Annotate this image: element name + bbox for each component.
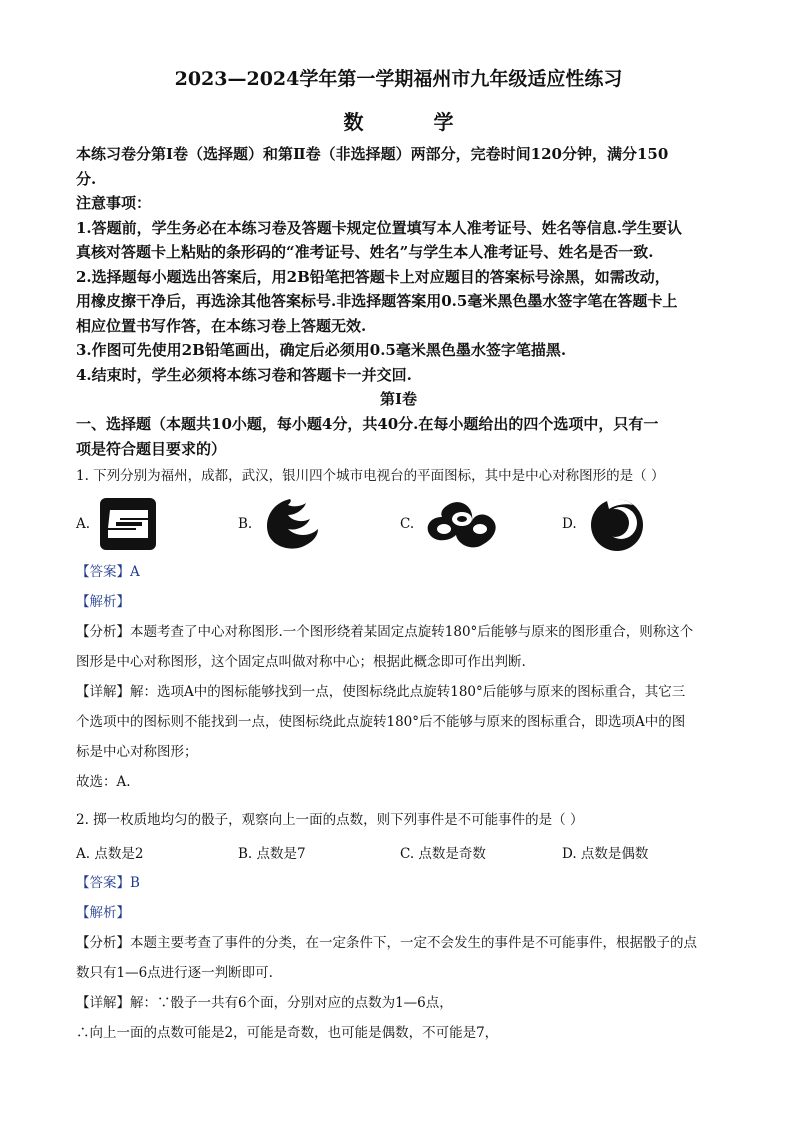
notice-item-3: 3.作图可先使用2B铅笔画出，确定后必须用0.5毫米黑色墨水签字笔描黑. <box>76 341 567 359</box>
option-b <box>238 494 320 554</box>
question-2-solution <box>76 868 721 1048</box>
analysis-text: 【分析】本题考查了中心对称图形.一个图形绕着某固定点旋转180°后能够与原来的图形重合，则称这个 <box>76 624 694 640</box>
intro-line: 本练习卷分第Ⅰ卷（选择题）和第Ⅱ卷（非选择题）两部分，完卷时间120分钟，满分150 <box>76 145 669 163</box>
conclusion-text: 故选：A. <box>76 774 131 790</box>
notice-item-2: 2.选择题每小题选出答案后，用2B铅笔把答题卡上对应题目的答案标号涂黑，如需改动， <box>76 267 670 286</box>
detail-text: 个选项中的图标则不能找到一点，使图标绕此点旋转180°后不能够与原来的图标重合，即选项A中的图 <box>76 714 686 730</box>
chengdu-tv-logo-icon <box>260 495 320 553</box>
option-a <box>76 494 158 554</box>
option-c: C. 点数是奇数 <box>400 846 486 862</box>
section-heading <box>76 412 721 461</box>
option-label: C. <box>400 516 415 532</box>
question-2-stem: 2. 掷一枚质地均匀的骰子，观察向上一面的点数，则下列事件是不可能事件的是（ ） <box>76 812 584 828</box>
option-label: A. <box>76 516 91 532</box>
fuzhou-tv-logo-icon <box>98 496 158 552</box>
notice-item-2-cont: 相应位置书写作答，在本练习卷上答题无效. <box>76 316 367 335</box>
analysis-label: 【解析】 <box>76 905 130 921</box>
section-heading-line: 一、选择题（本题共10小题，每小题4分，共40分.在每小题给出的四个选项中，只有一 <box>76 415 659 433</box>
option-b: B. 点数是7 <box>238 846 306 862</box>
part-heading: 第Ⅰ卷 <box>379 390 418 408</box>
analysis-text: 【分析】本题主要考查了事件的分类，在一定条件下，一定不会发生的事件是不可能事件，根据骰子的点 <box>76 935 697 951</box>
analysis-label: 【解析】 <box>76 594 130 610</box>
subject-title: 数学 <box>343 110 524 134</box>
yinchuan-tv-logo-icon <box>585 495 649 553</box>
option-label: D. <box>562 516 577 532</box>
notice-item-2-cont: 用橡皮擦干净后，再选涂其他答案标号.非选择题答案用0.5毫米黑色墨水签字笔在答题卡上 <box>76 292 678 310</box>
detail-text: 标是中心对称图形； <box>76 744 198 760</box>
option-d <box>562 494 649 554</box>
option-d: D. 点数是偶数 <box>562 846 649 862</box>
question-1-solution <box>76 557 721 797</box>
answer-label: 【答案】A <box>76 564 140 580</box>
intro-block <box>76 142 721 387</box>
section-heading-line: 项是符合题目要求的） <box>76 439 227 458</box>
notice-item-1-cont: 真核对答题卡上粘贴的条形码的“准考证号、姓名”与学生本人准考证号、姓名是否一致. <box>76 243 654 261</box>
wuhan-tv-logo-icon <box>422 495 502 553</box>
option-a: A. 点数是2 <box>76 846 144 862</box>
notice-title: 注意事项： <box>76 194 152 212</box>
page-title: 2023—2024学年第一学期福州市九年级适应性练习 <box>174 68 623 90</box>
option-label: B. <box>238 516 253 532</box>
analysis-text: 图形是中心对称图形，这个固定点叫做对称中心；根据此概念即可作出判断. <box>76 654 526 670</box>
detail-text: 【详解】解：选项A中的图标能够找到一点，使图标绕此点旋转180°后能够与原来的图标重合，其它三 <box>76 684 686 700</box>
answer-label: 【答案】B <box>76 875 140 891</box>
notice-item-4: 4.结束时，学生必须将本练习卷和答题卡一并交回. <box>76 365 412 384</box>
detail-text: ∴向上一面的点数可能是2，可能是奇数，也可能是偶数，不可能是7， <box>76 1025 499 1041</box>
question-1-stem: 1. 下列分别为福州，成都，武汉，银川四个城市电视台的平面图标，其中是中心对称图形的是（ ） <box>76 468 665 484</box>
option-c <box>400 494 502 554</box>
detail-text: 【详解】解：∵骰子一共有6个面，分别对应的点数为1—6点， <box>76 995 453 1011</box>
question-1-options <box>76 494 721 554</box>
notice-item-1: 1.答题前，学生务必在本练习卷及答题卡规定位置填写本人准考证号、姓名等信息.学生要认 <box>76 218 682 237</box>
analysis-text: 数只有1—6点进行逐一判断即可. <box>76 965 273 981</box>
intro-line: 分. <box>76 169 97 188</box>
